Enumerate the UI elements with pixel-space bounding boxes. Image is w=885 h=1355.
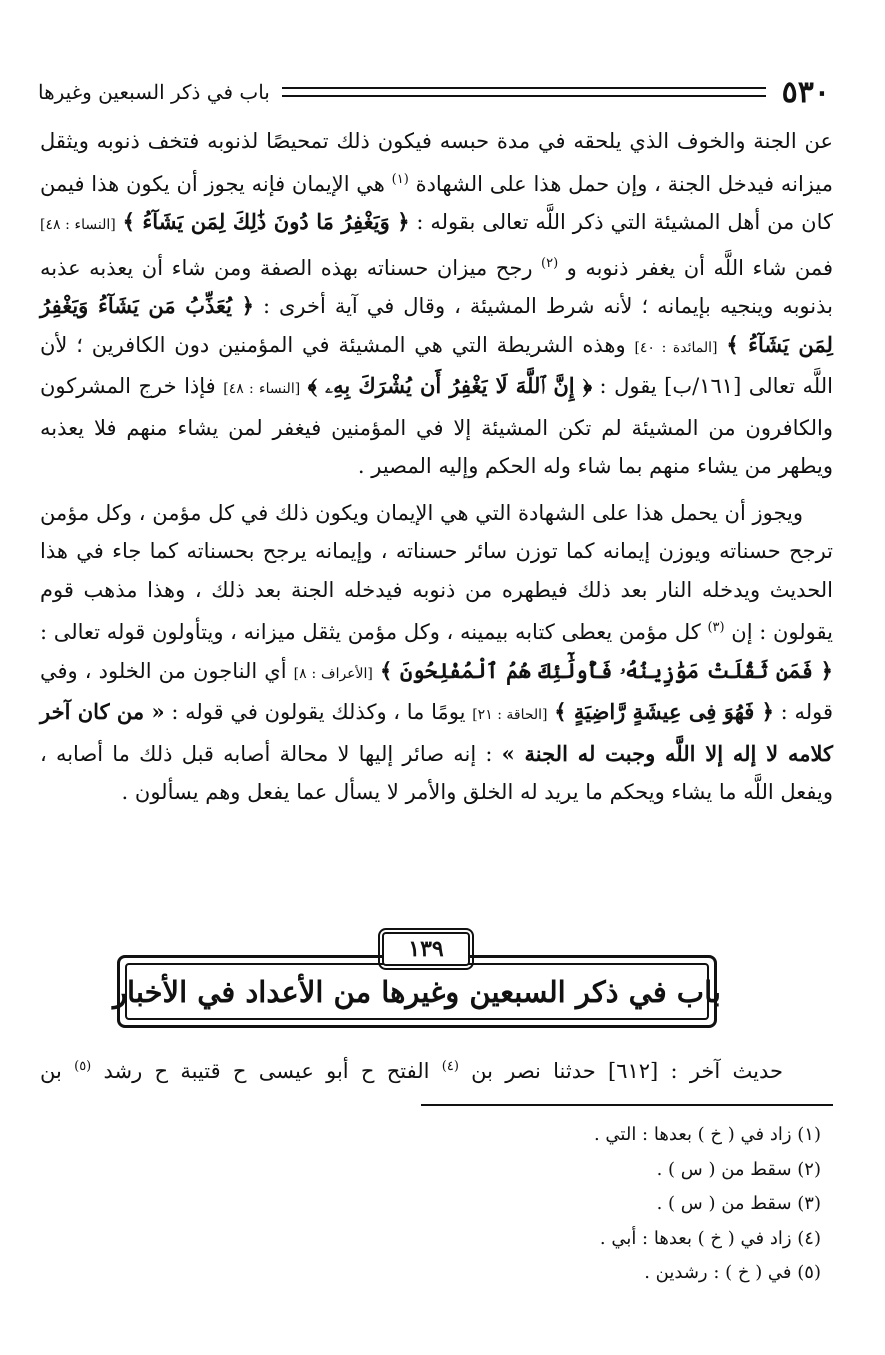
running-title: باب في ذكر السبعين وغيرها [38, 80, 270, 104]
quran-verse: ﴿ إِنَّ ٱللَّهَ لَا يَغْفِرُ أَن يُشْرَكَ بِهِۦ ﴾ [307, 373, 593, 398]
text-segment: هي الإيمان فإنه يجوز أن يكون هذا فيمن كان من أهل المشيئة التي ذكر اللَّه تعالى بقوله : [40, 171, 834, 234]
footnote-item: (٣) سقط من ( س ) . [656, 1193, 821, 1214]
text-segment: الفتح ح أبو عيسى ح قتيبة ح رشد [103, 1059, 430, 1083]
footnote-item: (٤) زاد في ( خ ) بعدها : أبي . [599, 1227, 821, 1249]
text-segment: عن الجنة والخوف الذي يلحقه في مدة حبسه فيكون ذلك تمحيصًا لذنوبه فتخف ذنوبه ويثقل ميزانه فيدخل الجنة ، وإن حمل هذا على الشهادة [40, 129, 833, 196]
text-segment: رجح ميزان حسناته بهذه الصفة ومن شاء أن يعذبه عذبه بذنوبه وينجيه بإيمانه ؛ لأنه شرط المشيئة ، وقال في آية أخرى : [40, 255, 833, 318]
footnote-marker[interactable]: (٥) [74, 1059, 92, 1074]
quran-verse: ﴿ يُعَذِّبُ مَن يَشَآءُ وَيَغْفِرُ لِمَن يَشَآءُ ﴾ [40, 293, 833, 357]
quran-verse: ﴿ وَيَغْفِرُ مَا دُونَ ذَٰلِكَ لِمَن يَشَآءُ ﴾ [122, 209, 410, 234]
quran-verse: ﴿ فَمَن ثَقُلَتْ مَوَٰزِينُهُۥ فَأُولَٰٓئِكَ هُمُ ٱلْمُفْلِحُونَ ﴾ [379, 657, 833, 683]
text-segment: يومًا ما ، وكذلك يقولون في قوله : [171, 700, 466, 724]
paragraph-1 [40, 122, 833, 486]
text-segment: فإذا خرج المشركون والكافرون من المشيئة لم تكن المشيئة إلا في المؤمنين فيغفر لمن يشاء منهم فلا يعذبه ويطهر من يشاء منهم بما شاء وله الحكم وإليه المصير . [40, 374, 833, 478]
verse-reference: [المائدة : ٤٠] [634, 339, 718, 356]
footnote-item: (٢) سقط من ( س ) . [656, 1158, 821, 1180]
paragraph-2 [40, 494, 833, 812]
chapter-title: باب في ذكر السبعين وغيرها من الأعداد في الأخبار [113, 974, 721, 1009]
text-segment: : إنه صائر إليها لا محالة أصابه قبل ذلك ما أصابه ، ويفعل اللَّه ما يشاء ويحكم ما يريد له الخلق والأمر لا يسأل عما يفعل وهم يسألون . [40, 741, 833, 804]
footnote-marker[interactable]: (٢) [541, 255, 559, 271]
text-segment: بن [40, 1059, 62, 1083]
verse-reference: [النساء : ٤٨] [40, 217, 116, 233]
text-segment: أي الناجون من الخلود ، وفي قوله : [40, 658, 833, 724]
quran-verse: ﴿ فَهُوَ فِى عِيشَةٍ رَّاضِيَةٍ ﴾ [554, 699, 774, 724]
chapter-heading-inner-frame [113, 963, 721, 1020]
footnote-item: (١) زاد في ( خ ) بعدها : التي . [593, 1124, 821, 1145]
footnote-separator [421, 1104, 833, 1106]
hadith-chain [40, 1048, 783, 1090]
text-segment: فمن شاء اللَّه أن يغفر ذنوبه و [566, 255, 833, 280]
verse-reference: [النساء : ٤٨] [223, 381, 301, 397]
text-segment: وهذه الشريطة التي هي المشيئة في المؤمنين دون الكافرين ؛ لأن اللَّه تعالى [١٦١/ب] يقول : [40, 332, 833, 398]
running-header [38, 74, 830, 110]
verse-reference: [الحاقة : ٢١] [472, 707, 548, 723]
page-number: ٥٣٠ [781, 74, 830, 110]
chapter-number: ١٣٩ [382, 932, 470, 966]
footnotes-list [594, 1118, 821, 1291]
footnote-marker[interactable]: (٤) [441, 1059, 459, 1074]
footnote-marker[interactable]: (١) [391, 171, 409, 187]
main-text [40, 122, 833, 820]
text-segment: كل مؤمن يعطى كتابه بيمينه ، وكل مؤمن يثقل ميزانه ، ويتأولون قوله تعالى : [40, 620, 701, 644]
header-rule [282, 87, 766, 97]
text-segment: حديث آخر : [٦١٢] حدثنا نصر بن [471, 1059, 783, 1083]
hadith-quote: « من كان آخر كلامه لا إله إلا اللَّه وجبت له الجنة » [40, 699, 833, 766]
text-segment: ويجوز أن يحمل هذا على الشهادة التي هي الإيمان ويكون ذلك في كل مؤمن ، وكل مؤمن ترجح حسناته ويوزن إيمانه كما توزن سائر حسناته ، وإيمانه يرجح بحسناته كما جاء في هذا الحديث ويدخله النار بعد ذلك فيطهره من ذنوبه فيدخله الجنة بعد ذلك ، وهذا مذهب قوم يقولون : إن [40, 500, 833, 644]
verse-reference: [الأعراف : ٨] [293, 665, 373, 682]
footnote-item: (٥) في ( خ ) : رشدين . [644, 1262, 821, 1283]
footnote-marker[interactable]: (٣) [707, 620, 725, 635]
